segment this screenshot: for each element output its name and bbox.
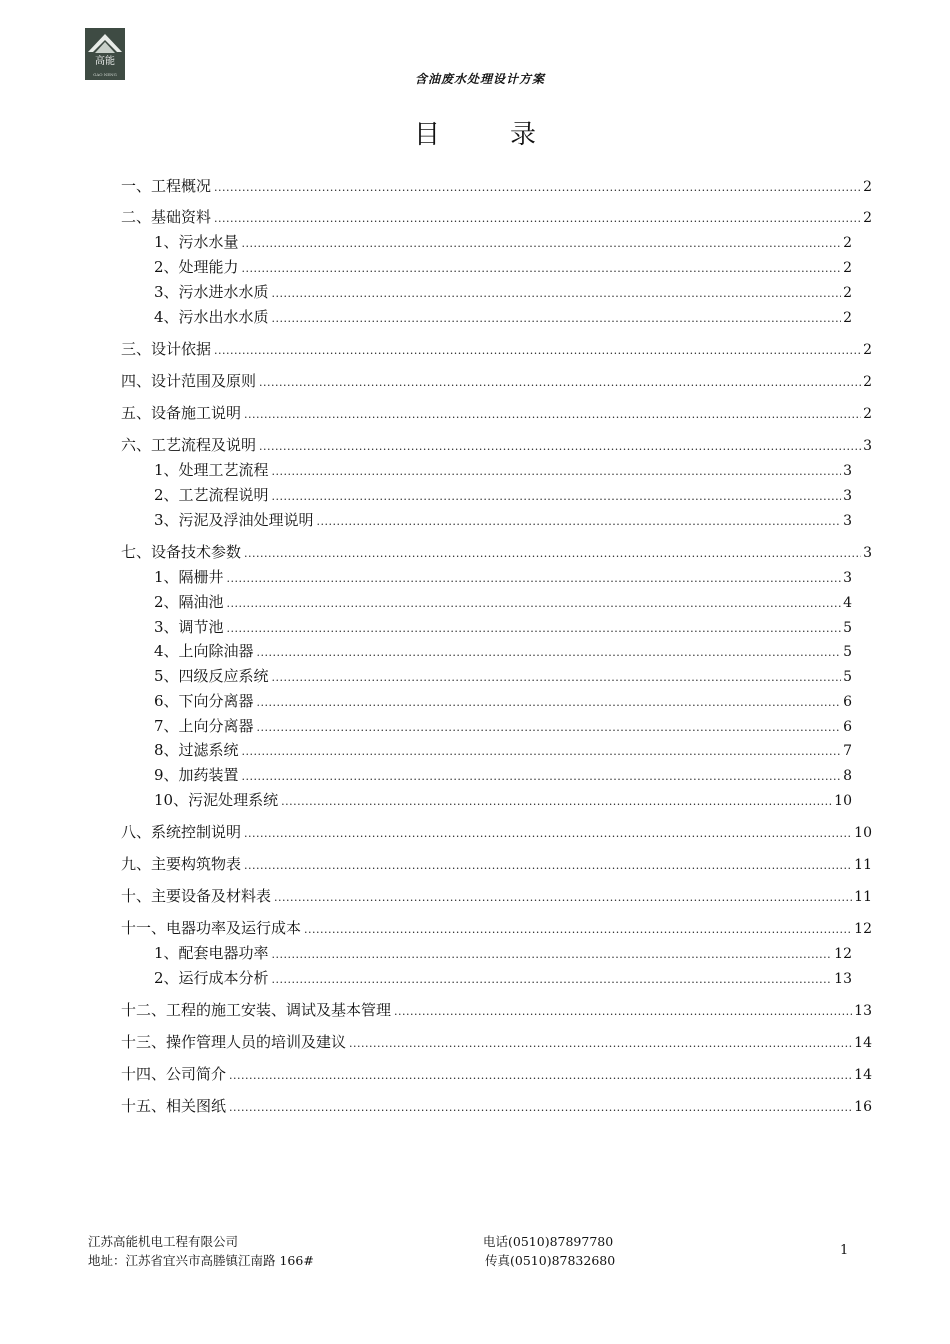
- toc-entry-label: 1、处理工艺流程: [154, 461, 269, 479]
- toc-entry-label: 一、工程概况: [121, 177, 212, 195]
- footer-company: 江苏高能机电工程有限公司: [88, 1234, 239, 1249]
- toc-dot-leader: [229, 1098, 852, 1118]
- toc-entry-label: 十、主要设备及材料表: [121, 887, 272, 905]
- toc-dot-leader: [274, 888, 852, 908]
- toc-entry-label: 十四、公司简介: [121, 1065, 227, 1083]
- toc-dot-leader: [272, 970, 833, 990]
- toc-dot-leader: [257, 718, 842, 738]
- toc-entry[interactable]: [121, 918, 872, 938]
- toc-dot-leader: [272, 284, 842, 304]
- toc-page-number: 2: [843, 285, 852, 301]
- toc-subentry[interactable]: [154, 666, 852, 686]
- toc-dot-leader: [272, 945, 833, 965]
- toc-entry-label: 3、污泥及浮油处理说明: [154, 511, 314, 529]
- toc-dot-leader: [257, 693, 842, 713]
- toc-dot-leader: [229, 1066, 852, 1086]
- toc-entry-label: 4、污水出水水质: [154, 308, 269, 326]
- toc-dot-leader: [214, 178, 861, 198]
- toc-entry[interactable]: [121, 207, 872, 227]
- toc-entry-label: 三、设计依据: [121, 340, 212, 358]
- toc-page-number: 11: [854, 889, 872, 905]
- toc-page-number: 10: [834, 793, 852, 809]
- toc-subentry[interactable]: [154, 617, 852, 637]
- toc-dot-leader: [272, 487, 842, 507]
- toc-page-number: 2: [863, 210, 872, 226]
- toc-page-number: 2: [863, 406, 872, 422]
- toc-entry-label: 五、设备施工说明: [121, 404, 242, 422]
- toc-entry-label: 4、上向除油器: [154, 642, 254, 660]
- toc-entry-label: 1、污水水量: [154, 233, 239, 251]
- toc-dot-leader: [242, 742, 842, 762]
- toc-page-number: 5: [843, 620, 852, 636]
- toc-entry[interactable]: [121, 1032, 872, 1052]
- toc-entry[interactable]: [121, 854, 872, 874]
- toc-entry[interactable]: [121, 542, 872, 562]
- toc-entry-label: 七、设备技术参数: [121, 543, 242, 561]
- toc-dot-leader: [317, 512, 842, 532]
- toc-page-number: 2: [863, 179, 872, 195]
- toc-page-number: 14: [854, 1035, 872, 1051]
- toc-entry-label: 1、隔栅井: [154, 568, 224, 586]
- toc-subentry[interactable]: [154, 232, 852, 252]
- toc-dot-leader: [242, 234, 842, 254]
- toc-page-number: 11: [854, 857, 872, 873]
- toc-subentry[interactable]: [154, 716, 852, 736]
- toc-page-number: 3: [863, 545, 872, 561]
- toc-entry-label: 7、上向分离器: [154, 717, 254, 735]
- toc-dot-leader: [259, 437, 861, 457]
- toc-dot-leader: [272, 309, 842, 329]
- toc-entry[interactable]: [121, 371, 872, 391]
- toc-dot-leader: [349, 1034, 852, 1054]
- toc-subentry[interactable]: [154, 943, 852, 963]
- toc-page-number: 6: [843, 719, 852, 735]
- toc-subentry[interactable]: [154, 765, 852, 785]
- toc-dot-leader: [304, 920, 852, 940]
- toc-entry[interactable]: [121, 403, 872, 423]
- toc-entry-label: 九、主要构筑物表: [121, 855, 242, 873]
- toc-dot-leader: [244, 856, 852, 876]
- toc-entry-label: 十三、操作管理人员的培训及建议: [121, 1033, 347, 1051]
- toc-entry-label: 6、下向分离器: [154, 692, 254, 710]
- footer-fax: 传真(0510)87832680: [485, 1253, 616, 1268]
- toc-entry[interactable]: [121, 176, 872, 196]
- toc-dot-leader: [272, 462, 842, 482]
- toc-page-number: 5: [843, 669, 852, 685]
- toc-entry-label: 10、污泥处理系统: [154, 791, 279, 809]
- toc-subentry[interactable]: [154, 257, 852, 277]
- page-title: 目录: [413, 120, 606, 150]
- toc-page-number: 12: [834, 946, 852, 962]
- toc-page-number: 2: [843, 235, 852, 251]
- toc-entry-label: 2、处理能力: [154, 258, 239, 276]
- toc-dot-leader: [244, 544, 861, 564]
- toc-subentry[interactable]: [154, 567, 852, 587]
- toc-page-number: 2: [843, 310, 852, 326]
- toc-subentry[interactable]: [154, 641, 852, 661]
- toc-subentry[interactable]: [154, 460, 852, 480]
- toc-entry[interactable]: [121, 1064, 872, 1084]
- document-header-title: 含油废水处理设计方案: [414, 72, 545, 86]
- toc-page-number: 8: [843, 768, 852, 784]
- toc-dot-leader: [227, 594, 842, 614]
- page-number: 1: [840, 1243, 849, 1258]
- footer-phone: 电话(0510)87897780: [483, 1234, 614, 1249]
- toc-page-number: 10: [854, 825, 872, 841]
- toc-dot-leader: [394, 1002, 852, 1022]
- toc-entry-label: 十一、电器功率及运行成本: [121, 919, 302, 937]
- toc-entry[interactable]: [121, 1000, 872, 1020]
- toc-page-number: 3: [843, 513, 852, 529]
- toc-subentry[interactable]: [154, 510, 852, 530]
- toc-dot-leader: [227, 569, 842, 589]
- toc-page-number: 3: [843, 570, 852, 586]
- toc-entry-label: 2、运行成本分析: [154, 969, 269, 987]
- toc-dot-leader: [244, 405, 861, 425]
- toc-entry[interactable]: [121, 822, 872, 842]
- toc-entry-label: 1、配套电器功率: [154, 944, 269, 962]
- toc-entry-label: 2、隔油池: [154, 593, 224, 611]
- toc-dot-leader: [227, 619, 842, 639]
- toc-subentry[interactable]: [154, 740, 852, 760]
- toc-entry-label: 十二、工程的施工安装、调试及基本管理: [121, 1001, 392, 1019]
- toc-entry-label: 9、加药装置: [154, 766, 239, 784]
- toc-dot-leader: [244, 824, 852, 844]
- toc-page-number: 13: [854, 1003, 872, 1019]
- toc-dot-leader: [242, 767, 842, 787]
- toc-subentry[interactable]: [154, 485, 852, 505]
- toc-entry[interactable]: [121, 1096, 872, 1116]
- toc-dot-leader: [214, 341, 861, 361]
- toc-entry[interactable]: [121, 339, 872, 359]
- toc-dot-leader: [272, 668, 842, 688]
- toc-page-number: 14: [854, 1067, 872, 1083]
- toc-dot-leader: [281, 792, 832, 812]
- toc-page-number: 2: [863, 374, 872, 390]
- toc-entry-label: 二、基础资料: [121, 208, 212, 226]
- toc-subentry[interactable]: [154, 790, 852, 810]
- toc-page-number: 3: [843, 488, 852, 504]
- toc-entry[interactable]: [121, 886, 872, 906]
- toc-dot-leader: [257, 643, 842, 663]
- footer-address: 地址：江苏省宜兴市高塍镇江南路 166#: [88, 1253, 314, 1268]
- toc-entry-label: 3、调节池: [154, 618, 224, 636]
- toc-entry-label: 5、四级反应系统: [154, 667, 269, 685]
- toc-page-number: 2: [863, 342, 872, 358]
- logo-subtext: GAO NENG: [93, 72, 117, 77]
- toc-page-number: 7: [843, 743, 852, 759]
- logo-text: 高能: [95, 56, 115, 67]
- toc-subentry[interactable]: [154, 282, 852, 302]
- toc-subentry[interactable]: [154, 968, 852, 988]
- toc-page-number: 6: [843, 694, 852, 710]
- toc-page-number: 4: [843, 595, 852, 611]
- toc-page-number: 12: [854, 921, 872, 937]
- toc-entry-label: 六、工艺流程及说明: [121, 436, 257, 454]
- toc-entry[interactable]: [121, 435, 872, 455]
- toc-page-number: 3: [863, 438, 872, 454]
- toc-entry-label: 2、工艺流程说明: [154, 486, 269, 504]
- toc-page-number: 13: [834, 971, 852, 987]
- toc-subentry[interactable]: [154, 307, 852, 327]
- toc-dot-leader: [242, 259, 842, 279]
- toc-dot-leader: [259, 373, 861, 393]
- toc-page-number: 2: [843, 260, 852, 276]
- toc-subentry[interactable]: [154, 691, 852, 711]
- toc-entry-label: 十五、相关图纸: [121, 1097, 227, 1115]
- toc-entry-label: 八、系统控制说明: [121, 823, 242, 841]
- toc-page-number: 3: [843, 463, 852, 479]
- toc-entry-label: 8、过滤系统: [154, 741, 239, 759]
- toc-page-number: 16: [854, 1099, 872, 1115]
- toc-page-number: 5: [843, 644, 852, 660]
- toc-entry-label: 四、设计范围及原则: [121, 372, 257, 390]
- toc-dot-leader: [214, 209, 861, 229]
- toc-subentry[interactable]: [154, 592, 852, 612]
- toc-entry-label: 3、污水进水水质: [154, 283, 269, 301]
